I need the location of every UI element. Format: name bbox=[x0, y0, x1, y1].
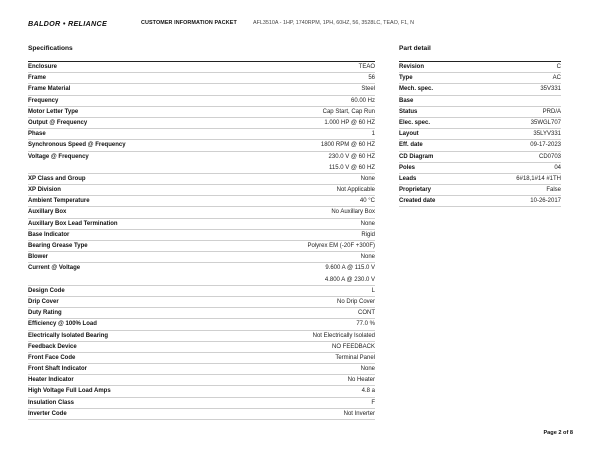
part-detail-label: CD Diagram bbox=[399, 153, 434, 160]
spec-value bbox=[371, 398, 375, 408]
part-detail-value: 6#18,1#14 #1TH bbox=[516, 175, 561, 182]
spec-value-line: 9.600 A @ 115.0 V bbox=[325, 265, 375, 272]
spec-value bbox=[313, 331, 375, 341]
part-detail-value: 35V331 bbox=[540, 86, 561, 93]
part-detail-label: Leads bbox=[399, 175, 417, 182]
spec-value bbox=[307, 241, 375, 251]
page-number: Page 2 of 8 bbox=[543, 430, 573, 436]
part-detail-row bbox=[399, 140, 561, 151]
part-detail-label: Revision bbox=[399, 64, 425, 70]
document-header bbox=[28, 19, 588, 31]
spec-value-line: 1800 RPM @ 60 HZ bbox=[320, 142, 375, 149]
spec-label: Ambient Temperature bbox=[28, 198, 90, 205]
spec-row bbox=[28, 118, 375, 129]
spec-value-line: No Drip Cover bbox=[336, 298, 375, 305]
spec-value-line: None bbox=[360, 175, 375, 182]
spec-label: Voltage @ Frequency bbox=[28, 153, 89, 160]
spec-row bbox=[28, 73, 375, 84]
spec-value-line: 56 bbox=[368, 75, 375, 82]
part-detail-row bbox=[399, 196, 561, 207]
part-detail-row bbox=[399, 174, 561, 185]
spec-value bbox=[337, 185, 375, 195]
spec-row bbox=[28, 174, 375, 185]
part-detail-table bbox=[399, 61, 561, 207]
spec-row bbox=[28, 375, 375, 386]
spec-label: Efficiency @ 100% Load bbox=[28, 321, 97, 328]
spec-label: XP Division bbox=[28, 187, 61, 194]
part-detail-label: Proprietary bbox=[399, 187, 432, 194]
part-detail-value: PRD/A bbox=[542, 108, 561, 115]
spec-value bbox=[337, 297, 375, 307]
spec-value-line: 60.00 Hz bbox=[350, 97, 375, 104]
spec-label: Phase bbox=[28, 131, 46, 138]
spec-value-line: F bbox=[371, 399, 375, 406]
spec-value-line: None bbox=[360, 366, 375, 373]
spec-value-line: 4.800 A @ 230.0 V bbox=[324, 276, 375, 283]
spec-value bbox=[344, 409, 375, 419]
part-detail-label: Base bbox=[399, 97, 414, 104]
spec-value bbox=[359, 62, 375, 72]
spec-label: Bearing Grease Type bbox=[28, 243, 88, 250]
spec-row bbox=[28, 219, 375, 230]
spec-value bbox=[361, 364, 375, 374]
spec-row bbox=[28, 129, 375, 140]
spec-value bbox=[361, 84, 375, 94]
spec-value bbox=[332, 342, 375, 352]
spec-value-line: 77.0 % bbox=[356, 321, 375, 328]
spec-row bbox=[28, 252, 375, 263]
spec-value-line: 230.0 V @ 60 HZ bbox=[328, 153, 375, 160]
spec-label: Electrically Isolated Bearing bbox=[28, 332, 109, 339]
spec-value bbox=[362, 386, 375, 396]
spec-row bbox=[28, 62, 375, 73]
spec-value-line: Polyrex EM (-20F +300F) bbox=[307, 243, 375, 250]
spec-row bbox=[28, 230, 375, 241]
brand-logo: BALDOR • RELIANCE bbox=[28, 19, 108, 28]
spec-value bbox=[372, 129, 375, 139]
spec-value bbox=[321, 140, 375, 150]
spec-value bbox=[361, 174, 375, 184]
spec-label: Frame Material bbox=[28, 86, 71, 93]
part-detail-row bbox=[399, 96, 561, 107]
spec-row bbox=[28, 152, 375, 174]
spec-value-line: No Heater bbox=[347, 377, 375, 384]
spec-value-line: Not Applicable bbox=[336, 187, 375, 194]
part-detail-row bbox=[399, 118, 561, 129]
spec-value bbox=[361, 252, 375, 262]
spec-value-line: Terminal Panel bbox=[335, 354, 375, 361]
packet-title: CUSTOMER INFORMATION PACKET bbox=[141, 19, 237, 26]
spec-value-line: L bbox=[371, 287, 375, 294]
spec-value-line: 115.0 V @ 60 HZ bbox=[328, 164, 375, 171]
spec-label: Feedback Device bbox=[28, 343, 77, 350]
spec-label: Blower bbox=[28, 254, 49, 261]
spec-value-line: NO FEEDBACK bbox=[331, 343, 375, 350]
spec-value-line: 40 °C bbox=[359, 198, 375, 205]
spec-label: Frequency bbox=[28, 97, 59, 104]
part-detail-row bbox=[399, 129, 561, 140]
spec-value-line: Cap Start, Cap Run bbox=[322, 108, 375, 115]
spec-label: Inverter Code bbox=[28, 410, 67, 417]
spec-row bbox=[28, 398, 375, 409]
spec-label: XP Class and Group bbox=[28, 175, 86, 182]
part-detail-row bbox=[399, 107, 561, 118]
spec-value bbox=[360, 196, 375, 206]
spec-value-line: Rigid bbox=[361, 231, 375, 238]
spec-value-line: 1 bbox=[371, 131, 375, 138]
part-detail-label: Mech. spec. bbox=[399, 86, 434, 93]
spec-row bbox=[28, 140, 375, 151]
part-detail-row bbox=[399, 73, 561, 84]
spec-label: Front Shaft Indicator bbox=[28, 366, 87, 373]
spec-label: High Voltage Full Load Amps bbox=[28, 388, 111, 395]
spec-value bbox=[356, 319, 375, 329]
spec-label: Motor Letter Type bbox=[28, 108, 79, 115]
spec-row bbox=[28, 241, 375, 252]
spec-value-line: TEAO bbox=[358, 64, 375, 70]
spec-value-line: None bbox=[360, 254, 375, 261]
spec-value-line: Steel bbox=[361, 86, 375, 93]
part-detail-label: Type bbox=[399, 75, 413, 82]
spec-label: Front Face Code bbox=[28, 354, 76, 361]
part-detail-row bbox=[399, 152, 561, 163]
spec-value bbox=[361, 230, 375, 240]
spec-value bbox=[325, 263, 375, 284]
spec-row bbox=[28, 297, 375, 308]
part-detail-value: False bbox=[546, 187, 561, 194]
spec-label: Auxillary Box Lead Termination bbox=[28, 220, 118, 227]
spec-label: Frame bbox=[28, 75, 47, 82]
spec-row bbox=[28, 319, 375, 330]
spec-row bbox=[28, 207, 375, 218]
specifications-title: Specifications bbox=[28, 45, 73, 52]
spec-row bbox=[28, 185, 375, 196]
spec-row bbox=[28, 96, 375, 107]
spec-value-line: None bbox=[360, 220, 375, 227]
part-detail-title: Part detail bbox=[399, 45, 431, 52]
spec-label: Duty Rating bbox=[28, 310, 62, 317]
spec-label: Enclosure bbox=[28, 64, 58, 70]
spec-row bbox=[28, 386, 375, 397]
spec-row bbox=[28, 84, 375, 95]
part-detail-row bbox=[399, 62, 561, 73]
part-detail-value: 09-17-2023 bbox=[530, 142, 561, 149]
spec-row bbox=[28, 364, 375, 375]
spec-row bbox=[28, 107, 375, 118]
spec-label: Base Indicator bbox=[28, 231, 70, 238]
spec-value bbox=[358, 308, 375, 318]
spec-value-line: No Auxillary Box bbox=[331, 209, 375, 216]
spec-value-line: CONT bbox=[358, 310, 375, 317]
part-detail-label: Status bbox=[399, 108, 418, 115]
part-detail-label: Elec. spec. bbox=[399, 119, 431, 126]
spec-label: Output @ Frequency bbox=[28, 119, 88, 126]
part-detail-label: Created date bbox=[399, 198, 436, 205]
spec-value bbox=[361, 219, 375, 229]
spec-value bbox=[368, 73, 375, 83]
spec-value bbox=[323, 107, 375, 117]
part-detail-row bbox=[399, 84, 561, 95]
spec-value bbox=[329, 152, 375, 173]
part-detail-label: Eff. date bbox=[399, 142, 423, 149]
spec-value bbox=[372, 286, 375, 296]
part-detail-value: 04 bbox=[554, 164, 561, 171]
spec-value bbox=[351, 96, 375, 106]
product-description: AFL3510A - 1HP, 1740RPM, 1PH, 60HZ, 56, 3528LC, TEAO, F1, N bbox=[253, 19, 415, 26]
spec-label: Design Code bbox=[28, 287, 65, 294]
spec-label: Insulation Class bbox=[28, 399, 75, 406]
spec-value bbox=[335, 353, 375, 363]
part-detail-value: AC bbox=[552, 75, 561, 82]
spec-value bbox=[324, 118, 375, 128]
spec-value-line: 1.000 HP @ 60 HZ bbox=[324, 119, 375, 126]
part-detail-value: 35WGL707 bbox=[530, 119, 561, 126]
spec-row bbox=[28, 196, 375, 207]
spec-row bbox=[28, 331, 375, 342]
spec-label: Auxillary Box bbox=[28, 209, 67, 216]
part-detail-row bbox=[399, 185, 561, 196]
spec-row bbox=[28, 409, 375, 420]
spec-row bbox=[28, 342, 375, 353]
spec-row bbox=[28, 286, 375, 297]
spec-row bbox=[28, 263, 375, 285]
part-detail-value: 35LYV331 bbox=[533, 131, 561, 138]
part-detail-label: Layout bbox=[399, 131, 419, 138]
specifications-table bbox=[28, 61, 375, 420]
spec-label: Heater Indicator bbox=[28, 377, 74, 384]
part-detail-label: Poles bbox=[399, 164, 416, 171]
spec-value bbox=[348, 375, 375, 385]
part-detail-value: C bbox=[556, 64, 561, 70]
part-detail-value: CD0703 bbox=[538, 153, 561, 160]
part-detail-value: 10-26-2017 bbox=[530, 198, 561, 205]
spec-value-line: Not Electrically Isolated bbox=[312, 332, 375, 339]
spec-value bbox=[331, 207, 375, 217]
spec-label: Drip Cover bbox=[28, 298, 59, 305]
part-detail-row bbox=[399, 163, 561, 174]
spec-value-line: 4.8 a bbox=[361, 388, 375, 395]
spec-value-line: Not Inverter bbox=[343, 410, 375, 417]
spec-row bbox=[28, 308, 375, 319]
spec-label: Current @ Voltage bbox=[28, 265, 81, 272]
spec-label: Synchronous Speed @ Frequency bbox=[28, 142, 126, 149]
spec-row bbox=[28, 353, 375, 364]
